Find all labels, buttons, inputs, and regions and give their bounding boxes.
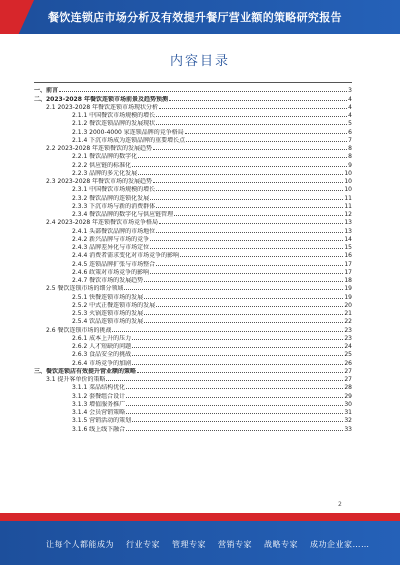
toc-entry-title: 2.5.1 快餐连锁市场的发展 bbox=[72, 293, 144, 301]
toc-entry-page: 19 bbox=[344, 285, 352, 293]
toc-entry-page: 3 bbox=[348, 87, 352, 95]
toc-entry[interactable] bbox=[34, 111, 352, 119]
toc-entry[interactable] bbox=[34, 127, 352, 135]
toc-entry-page: 20 bbox=[344, 301, 352, 309]
toc-leader-dots bbox=[126, 388, 343, 389]
toc-entry-page: 27 bbox=[344, 367, 352, 375]
toc-leader-dots bbox=[174, 215, 343, 216]
toc-entry-page: 26 bbox=[344, 359, 352, 367]
toc-entry-page: 4 bbox=[348, 95, 352, 103]
footer-slogan bbox=[46, 539, 370, 550]
toc-entry[interactable] bbox=[34, 350, 352, 358]
toc-entry-page: 19 bbox=[344, 293, 352, 301]
toc-entry-title: 2.6.3 食品安全的挑战 bbox=[72, 351, 132, 359]
toc-entry-title: 一、前言 bbox=[34, 87, 59, 95]
toc-entry[interactable] bbox=[34, 292, 352, 300]
toc-entry[interactable] bbox=[34, 160, 352, 168]
toc-entry-page: 30 bbox=[344, 400, 352, 408]
toc-entry-title: 2.5.2 中式正餐连锁市场的发展 bbox=[72, 301, 156, 309]
toc-leader-dots bbox=[159, 223, 343, 224]
toc-entry-page: 13 bbox=[344, 227, 352, 235]
toc-leader-dots bbox=[132, 421, 343, 422]
toc-entry-title: 2.2.1 餐饮品牌的数字化 bbox=[72, 153, 138, 161]
toc-entry-title: 2.5.4 饮品连锁市场的发展 bbox=[72, 318, 144, 326]
toc-entry-title: 2.3.1 中国餐饮市场规模的增长 bbox=[72, 186, 156, 194]
toc-divider bbox=[34, 82, 352, 83]
toc-entry-title: 2.4.6 政策对市场竞争的影响 bbox=[72, 268, 150, 276]
toc-entry-page: 10 bbox=[344, 186, 352, 194]
toc-leader-dots bbox=[169, 100, 347, 101]
footer-slogan-item: 让每个人都能成为 bbox=[46, 540, 114, 549]
toc-entry-title: 3.1.5 营销活动的策划 bbox=[72, 417, 132, 425]
toc-entry-title: 2.6.1 成本上升的压力 bbox=[72, 334, 132, 342]
toc-leader-dots bbox=[132, 166, 347, 167]
toc-leader-dots bbox=[144, 314, 343, 315]
toc-entry-title: 2.4.5 连锁品牌扩张与市场整合 bbox=[72, 260, 156, 268]
toc-entry-page: 6 bbox=[348, 128, 352, 136]
toc-entry-page: 24 bbox=[344, 343, 352, 350]
toc-entry[interactable] bbox=[34, 185, 352, 193]
toc-entry-page: 23 bbox=[344, 326, 352, 334]
toc-leader-dots bbox=[144, 322, 343, 323]
toc-entry-title: 3.1.6 线上线下融合 bbox=[72, 425, 126, 433]
toc-leader-dots bbox=[156, 124, 347, 125]
toc-entry-page: 25 bbox=[344, 351, 352, 359]
toc-entry-title: 二、2023-2028 年餐饮连锁市场前景及趋势预测 bbox=[34, 95, 168, 103]
footer-slogan-item: 战略专家 bbox=[264, 540, 298, 549]
toc-leader-dots bbox=[180, 256, 343, 257]
toc-leader-dots bbox=[144, 281, 343, 282]
toc-entry-page: 12 bbox=[344, 211, 352, 218]
toc-entry-page: 13 bbox=[344, 219, 352, 227]
toc-entry-page: 17 bbox=[344, 260, 352, 268]
toc-entry-title: 三、餐饮连锁店有效提升营业额的策略 bbox=[34, 367, 137, 375]
toc-leader-dots bbox=[156, 190, 343, 191]
toc-entry[interactable] bbox=[34, 334, 352, 342]
table-of-contents bbox=[34, 86, 352, 433]
toc-leader-dots bbox=[150, 240, 343, 241]
toc-entry[interactable] bbox=[34, 301, 352, 309]
toc-entry[interactable] bbox=[34, 243, 352, 251]
toc-entry-page: 10 bbox=[344, 178, 352, 185]
toc-entry[interactable] bbox=[34, 268, 352, 276]
toc-leader-dots bbox=[126, 405, 343, 406]
toc-entry-title: 2.5.3 火锅连锁市场的发展 bbox=[72, 310, 144, 317]
toc-entry-page: 33 bbox=[344, 425, 352, 433]
toc-entry-title: 2.2 2023-2028 年连锁餐饮的发展趋势 bbox=[46, 145, 153, 152]
toc-leader-dots bbox=[159, 108, 347, 109]
toc-entry[interactable] bbox=[34, 119, 352, 127]
toc-entry[interactable] bbox=[34, 375, 352, 383]
toc-entry-page: 10 bbox=[344, 169, 352, 177]
toc-entry[interactable] bbox=[34, 177, 352, 185]
toc-entry-title: 2.3.4 餐饮品牌的数字化与供应链管理 bbox=[72, 211, 174, 218]
report-header-banner bbox=[0, 0, 400, 34]
toc-entry-title: 2.4.7 餐饮市场的发展趋势 bbox=[72, 277, 144, 284]
toc-entry-title: 2.2.3 品牌的多元化发展 bbox=[72, 169, 138, 177]
toc-entry-title: 2.6 餐饮连锁市场的挑战 bbox=[46, 326, 112, 334]
toc-leader-dots bbox=[153, 149, 347, 150]
footer-slogan-item: 营销专家 bbox=[218, 540, 252, 549]
toc-entry-title: 2.1.1 中国餐饮市场规模的增长 bbox=[72, 112, 156, 119]
toc-entry[interactable] bbox=[34, 408, 352, 416]
report-title: 餐饮连锁店市场分析及有效提升餐厅营业额的策略研究报告 bbox=[48, 11, 342, 24]
toc-entry[interactable] bbox=[34, 342, 352, 350]
toc-entry-title: 3.1.3 增值服务推广 bbox=[72, 400, 126, 408]
toc-entry-page: 21 bbox=[344, 310, 352, 317]
toc-entry-title: 2.4.2 新兴品牌与市场的竞争 bbox=[72, 235, 150, 243]
toc-entry-title: 2.1.4 下沉市场成为连锁品牌的重要增长点 bbox=[72, 136, 186, 144]
toc-entry[interactable] bbox=[34, 391, 352, 399]
toc-entry[interactable] bbox=[34, 367, 352, 375]
toc-entry-title: 3.1.2 套餐组合设计 bbox=[72, 392, 126, 400]
toc-leader-dots bbox=[156, 207, 343, 208]
toc-leader-dots bbox=[185, 133, 347, 134]
toc-entry[interactable] bbox=[34, 103, 352, 111]
toc-entry-page: 17 bbox=[344, 268, 352, 276]
toc-entry-title: 2.4.1 头部餐饮品牌的市场地位 bbox=[72, 227, 156, 235]
toc-entry[interactable] bbox=[34, 383, 352, 391]
header-accent-shape bbox=[0, 0, 34, 34]
footer-slogan-item: 成功企业家…… bbox=[310, 540, 370, 549]
toc-leader-dots bbox=[126, 430, 343, 431]
toc-entry-page: 9 bbox=[348, 161, 352, 169]
toc-leader-dots bbox=[126, 397, 343, 398]
toc-entry-title: 2.6.4 市场竞争的加剧 bbox=[72, 359, 132, 367]
toc-leader-dots bbox=[186, 141, 347, 142]
toc-entry[interactable] bbox=[34, 94, 352, 102]
toc-heading: 内容目录 bbox=[169, 54, 230, 69]
toc-entry-title: 2.5 餐饮连锁市场的细分领域 bbox=[46, 285, 124, 293]
toc-leader-dots bbox=[132, 364, 343, 365]
toc-leader-dots bbox=[132, 339, 343, 340]
toc-entry-page: 28 bbox=[344, 384, 352, 392]
toc-entry[interactable] bbox=[34, 400, 352, 408]
toc-entry[interactable] bbox=[34, 317, 352, 325]
toc-entry[interactable] bbox=[34, 416, 352, 424]
toc-entry[interactable] bbox=[34, 424, 352, 432]
toc-entry-page: 32 bbox=[344, 417, 352, 425]
toc-entry-title: 3.1.1 菜品结构优化 bbox=[72, 384, 126, 392]
toc-entry-page: 31 bbox=[344, 409, 352, 416]
toc-leader-dots bbox=[138, 157, 347, 158]
toc-entry-title: 2.3.3 下沉市场与新的消费群体 bbox=[72, 202, 156, 210]
toc-entry-title: 2.1.3 2000-4000 家连锁品牌的竞争格局 bbox=[72, 128, 184, 136]
footer-red-stripe bbox=[0, 513, 400, 521]
toc-entry-title: 2.1.2 餐饮连锁品牌的发展现状 bbox=[72, 120, 156, 128]
toc-entry[interactable] bbox=[34, 235, 352, 243]
toc-entry[interactable] bbox=[34, 202, 352, 210]
toc-entry-page: 11 bbox=[344, 202, 352, 210]
toc-entry[interactable] bbox=[34, 358, 352, 366]
toc-leader-dots bbox=[153, 182, 343, 183]
toc-entry-title: 2.3 2023-2028 年餐饮市场的发展趋势 bbox=[46, 178, 153, 185]
toc-leader-dots bbox=[132, 347, 343, 348]
toc-entry-page: 22 bbox=[344, 318, 352, 326]
toc-entry-page: 7 bbox=[348, 136, 352, 144]
toc-leader-dots bbox=[126, 413, 343, 414]
toc-entry-page: 14 bbox=[344, 235, 352, 243]
toc-entry[interactable] bbox=[34, 210, 352, 218]
toc-entry-title: 2.1 2023-2028 年餐饮连锁市场现状分析 bbox=[46, 103, 159, 111]
toc-entry-page: 11 bbox=[344, 194, 352, 202]
toc-leader-dots bbox=[138, 174, 343, 175]
toc-entry[interactable] bbox=[34, 144, 352, 152]
toc-entry[interactable] bbox=[34, 86, 352, 94]
toc-entry-page: 29 bbox=[344, 392, 352, 400]
toc-entry-title: 3.1 提升客单价的策略 bbox=[46, 376, 106, 383]
toc-leader-dots bbox=[150, 248, 343, 249]
toc-entry[interactable] bbox=[34, 226, 352, 234]
toc-entry[interactable] bbox=[34, 251, 352, 259]
toc-entry-page: 23 bbox=[344, 334, 352, 342]
toc-entry-page: 8 bbox=[348, 153, 352, 161]
toc-leader-dots bbox=[156, 306, 343, 307]
toc-leader-dots bbox=[137, 372, 343, 373]
toc-entry-title: 3.1.4 会员营销策略 bbox=[72, 409, 126, 416]
toc-entry-title: 2.4.4 消费者需求变化对市场竞争的影响 bbox=[72, 252, 180, 260]
toc-entry[interactable] bbox=[34, 259, 352, 267]
toc-leader-dots bbox=[156, 232, 343, 233]
footer-slogan-item: 行业专家 bbox=[126, 540, 160, 549]
toc-entry-page: 27 bbox=[344, 376, 352, 383]
toc-entry-title: 2.2.2 供应链的标准化 bbox=[72, 161, 132, 169]
toc-entry[interactable] bbox=[34, 276, 352, 284]
footer-slogan-item: 管理专家 bbox=[172, 540, 206, 549]
toc-leader-dots bbox=[156, 116, 347, 117]
toc-entry[interactable] bbox=[34, 136, 352, 144]
toc-entry[interactable] bbox=[34, 169, 352, 177]
toc-entry[interactable] bbox=[34, 218, 352, 226]
toc-entry-page: 15 bbox=[344, 244, 352, 251]
toc-leader-dots bbox=[150, 199, 343, 200]
toc-entry-title: 2.4.3 品牌差异化与市场定位 bbox=[72, 244, 150, 251]
toc-entry[interactable] bbox=[34, 152, 352, 160]
toc-entry-page: 5 bbox=[348, 120, 352, 128]
toc-entry-page: 16 bbox=[344, 252, 352, 260]
toc-leader-dots bbox=[59, 91, 347, 92]
toc-entry-title: 2.4 2023-2028 年连锁餐饮市场竞争格局 bbox=[46, 219, 159, 227]
toc-leader-dots bbox=[106, 380, 343, 381]
toc-leader-dots bbox=[124, 289, 343, 290]
toc-entry-page: 8 bbox=[348, 145, 352, 152]
toc-leader-dots bbox=[150, 273, 343, 274]
toc-leader-dots bbox=[132, 355, 343, 356]
toc-entry-page: 4 bbox=[348, 112, 352, 119]
toc-entry-title: 2.3.2 餐饮品牌的连锁化发展 bbox=[72, 194, 150, 202]
toc-entry[interactable] bbox=[34, 325, 352, 333]
toc-entry-page: 18 bbox=[344, 277, 352, 284]
toc-entry[interactable] bbox=[34, 309, 352, 317]
toc-leader-dots bbox=[156, 265, 343, 266]
page-number: 2 bbox=[338, 501, 342, 508]
toc-entry[interactable] bbox=[34, 284, 352, 292]
toc-leader-dots bbox=[112, 331, 343, 332]
toc-entry[interactable] bbox=[34, 193, 352, 201]
toc-leader-dots bbox=[144, 298, 343, 299]
toc-entry-page: 4 bbox=[348, 103, 352, 111]
toc-entry-title: 2.6.2 人才短缺的问题 bbox=[72, 343, 132, 350]
